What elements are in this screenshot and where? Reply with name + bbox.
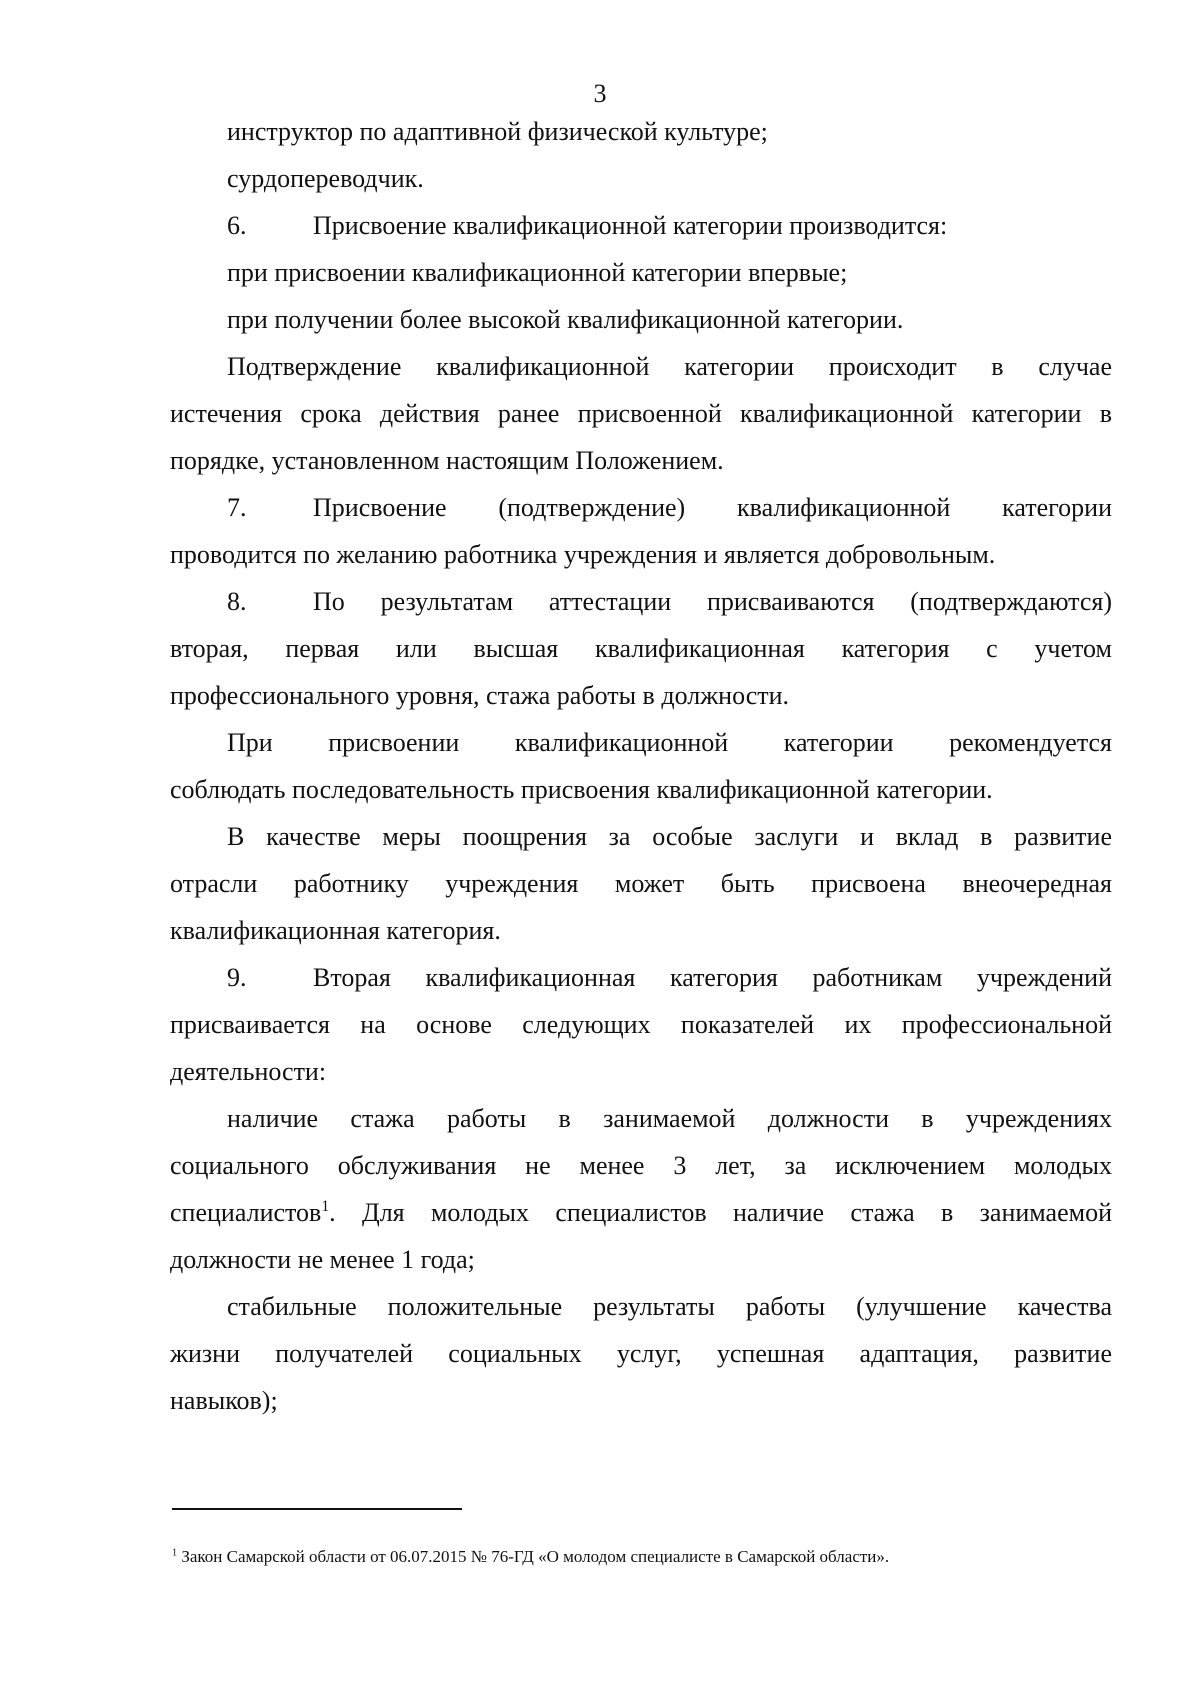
text-line: жизни получателей социальных услуг, успешная адаптация, развитие <box>170 1339 1112 1368</box>
text-line: отрасли работнику учреждения может быть присвоена внеочередная <box>170 869 1112 898</box>
text-line: навыков); <box>170 1386 278 1415</box>
text-line: наличие стажа работы в занимаемой должности в учреждениях <box>227 1104 1112 1133</box>
text-line: стабильные положительные результаты работы (улучшение качества <box>227 1292 1112 1321</box>
text-line: При присвоении квалификационной категории рекомендуется <box>227 728 1112 757</box>
numbered-item-9 <box>227 954 1112 1002</box>
item-number: 9. <box>227 963 247 992</box>
text-line: при получении более высокой квалификационной категории. <box>227 305 904 334</box>
numbered-item-8 <box>227 578 1112 626</box>
footnote-marker: 1 <box>172 1547 178 1559</box>
text-line: проводится по желанию работника учреждения и является добровольным. <box>170 540 996 569</box>
item-text: Вторая квалификационная категория работникам учреждений <box>313 963 1112 992</box>
text-fragment: . Для молодых специалистов наличие стажа в занимаемой <box>329 1198 1112 1227</box>
text-line-with-footnote <box>170 1189 1112 1237</box>
text-line: вторая, первая или высшая квалификационная категория с учетом <box>170 634 1112 663</box>
item-text: По результатам аттестации присваиваются (подтверждаются) <box>313 587 1112 616</box>
text-fragment: специалистов <box>170 1198 322 1227</box>
text-line: В качестве меры поощрения за особые заслуги и вклад в развитие <box>227 822 1112 851</box>
text-line: квалификационная категория. <box>170 916 501 945</box>
text-line: социального обслуживания не менее 3 лет, за исключением молодых <box>170 1151 1112 1180</box>
item-number: 6. <box>227 211 247 240</box>
text-line: должности не менее 1 года; <box>170 1245 475 1274</box>
footnote-text: Закон Самарской области от 06.07.2015 № 76-ГД «О молодом специалисте в Самарской области». <box>177 1547 890 1566</box>
text-line: порядке, установленном настоящим Положением. <box>170 446 724 475</box>
item-number: 8. <box>227 587 247 616</box>
text-line: профессионального уровня, стажа работы в должности. <box>170 681 790 710</box>
text-line: деятельности: <box>170 1057 327 1086</box>
text-line: истечения срока действия ранее присвоенной квалификационной категории в <box>170 399 1112 428</box>
page-number: 3 <box>593 79 607 108</box>
text-line: соблюдать последовательность присвоения квалификационной категории. <box>170 775 993 804</box>
footnote-reference[interactable]: 1 <box>321 1197 330 1215</box>
text-line: при присвоении квалификационной категории впервые; <box>227 258 848 287</box>
numbered-item-7 <box>227 484 1112 532</box>
text-line: инструктор по адаптивной физической культуре; <box>227 117 768 146</box>
numbered-item-6 <box>227 202 1112 250</box>
item-number: 7. <box>227 493 247 522</box>
footnote-separator <box>172 1508 462 1510</box>
text-line: присваивается на основе следующих показателей их профессиональной <box>170 1010 1112 1039</box>
text-line: Подтверждение квалификационной категории происходит в случае <box>227 352 1112 381</box>
text-line: сурдопереводчик. <box>227 164 424 193</box>
item-text: Присвоение квалификационной категории производится: <box>313 211 948 240</box>
footnote <box>172 1544 1112 1570</box>
item-text: Присвоение (подтверждение) квалификационной категории <box>313 493 1112 522</box>
